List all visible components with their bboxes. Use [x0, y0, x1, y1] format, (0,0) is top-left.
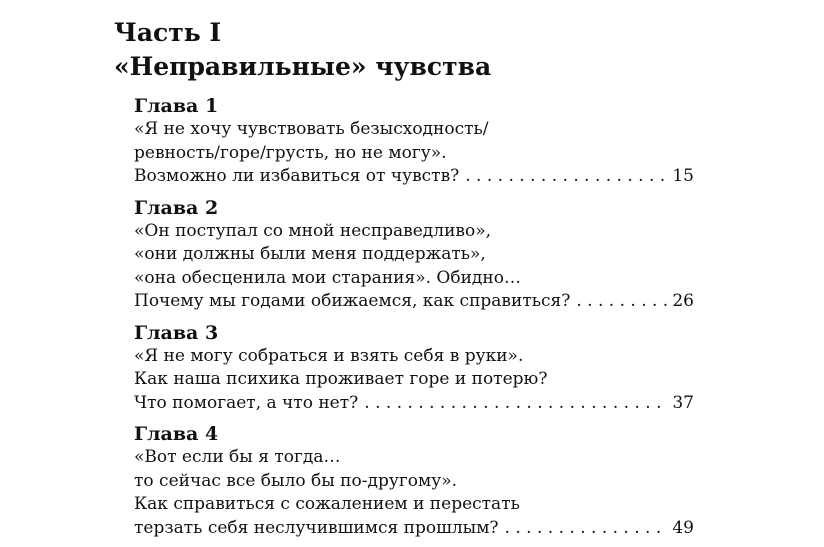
chapter-title: Глава 1	[134, 95, 219, 117]
part-heading	[114, 16, 491, 84]
dot-leader	[505, 517, 669, 541]
dot-leader	[576, 290, 668, 314]
chapter-line: Как справиться с сожалением и перестать	[134, 494, 520, 514]
chapter-line: Что помогает, а что нет?	[134, 392, 359, 413]
chapter-line: «Я не могу собраться и взять себя в руки».	[134, 345, 524, 366]
chapter-title: Глава 4	[134, 423, 219, 445]
chapter-line: Как наша психика проживает горе и потерю?	[134, 369, 548, 389]
chapter-line: ревность/горе/грусть, но не могу».	[134, 142, 447, 163]
chapter-title: Глава 3	[134, 321, 219, 344]
chapter-entry	[134, 422, 694, 540]
chapter-line: «Он поступал со мной несправедливо»,	[134, 220, 492, 241]
page-number: 26	[672, 291, 694, 311]
chapter-line: то сейчас все было бы по-другому».	[134, 470, 458, 491]
chapter-line: «Вот если бы я тогда…	[134, 447, 341, 467]
chapter-list	[134, 94, 694, 547]
dot-leader	[465, 165, 668, 189]
chapter-line: Возможно ли избавиться от чувств?	[134, 166, 460, 186]
chapter-line: «они должны были меня поддержать»,	[134, 244, 486, 264]
part-title: «Неправильные» чувства	[114, 52, 492, 81]
page-number: 49	[672, 517, 694, 538]
chapter-line: Почему мы годами обижаемся, как справиться?	[134, 291, 571, 311]
page-number: 15	[672, 166, 694, 186]
chapter-last-line	[134, 290, 694, 314]
chapter-last-line	[134, 165, 694, 189]
page-number: 37	[672, 392, 694, 413]
chapter-entry	[134, 321, 694, 416]
chapter-title: Глава 2	[134, 196, 219, 219]
chapter-entry	[134, 196, 694, 314]
chapter-last-line	[134, 392, 694, 416]
chapter-last-line	[134, 517, 694, 541]
chapter-entry	[134, 94, 694, 189]
chapter-line: терзать себя неслучившимся прошлым?	[134, 517, 499, 538]
dot-leader	[364, 392, 668, 416]
part-number: Часть I	[114, 18, 222, 47]
chapter-line: «она обесценила мои старания». Обидно…	[134, 267, 521, 288]
chapter-line: «Я не хочу чувствовать безысходность/	[134, 119, 489, 139]
